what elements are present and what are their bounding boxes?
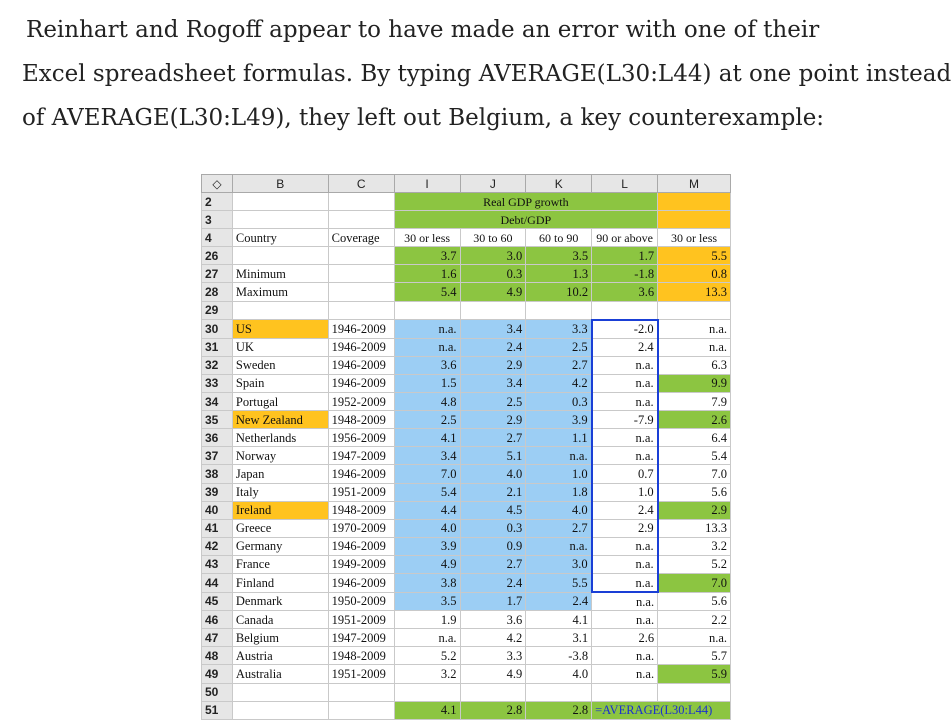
debt-gdp-header[interactable]: Debt/GDP bbox=[394, 211, 657, 229]
coverage-cell[interactable]: 1946-2009 bbox=[328, 374, 394, 392]
maximum-cell[interactable]: 5.4 bbox=[394, 283, 460, 301]
sheet-row-31 bbox=[202, 338, 731, 356]
sheet-row-30 bbox=[202, 320, 731, 339]
minimum-label[interactable]: Minimum bbox=[232, 265, 328, 283]
row-number[interactable]: 3 bbox=[202, 211, 233, 229]
growth-cell-k[interactable]: n.a. bbox=[526, 537, 592, 555]
cell[interactable] bbox=[658, 683, 731, 701]
cell[interactable] bbox=[394, 301, 460, 320]
row-number[interactable]: 49 bbox=[202, 665, 233, 683]
coverage-cell[interactable]: 1946-2009 bbox=[328, 320, 394, 339]
coverage-cell[interactable]: 1946-2009 bbox=[328, 537, 394, 555]
sheet-row-46 bbox=[202, 611, 731, 629]
growth-cell-j[interactable]: 4.0 bbox=[460, 465, 526, 483]
growth-cell-j[interactable]: 4.5 bbox=[460, 501, 526, 519]
growth-cell-j[interactable]: 3.6 bbox=[460, 611, 526, 629]
real-gdp-growth-header[interactable]: Real GDP growth bbox=[394, 193, 657, 211]
growth-cell-i[interactable]: 1.9 bbox=[394, 611, 460, 629]
average-cell[interactable]: 3.5 bbox=[526, 247, 592, 265]
sheet-row-35 bbox=[202, 411, 731, 429]
growth-cell-j[interactable]: 2.7 bbox=[460, 429, 526, 447]
country-name-cell[interactable]: Italy bbox=[232, 483, 328, 501]
minimum-cell[interactable]: 1.6 bbox=[394, 265, 460, 283]
sheet-row-3 bbox=[202, 211, 731, 229]
coverage-cell[interactable]: 1952-2009 bbox=[328, 393, 394, 411]
growth-cell-m[interactable]: n.a. bbox=[658, 338, 731, 356]
cell[interactable] bbox=[328, 211, 394, 229]
maximum-cell[interactable]: 3.6 bbox=[592, 283, 658, 301]
coverage-cell[interactable]: 1948-2009 bbox=[328, 647, 394, 665]
growth-cell-k[interactable]: 4.0 bbox=[526, 665, 592, 683]
country-name-cell[interactable]: France bbox=[232, 555, 328, 573]
bucket-header-90-or-above[interactable]: 90 or above bbox=[592, 229, 658, 247]
column-header-c[interactable]: C bbox=[328, 175, 394, 193]
growth-cell-j[interactable]: 2.4 bbox=[460, 573, 526, 592]
growth-cell-j[interactable]: 0.3 bbox=[460, 519, 526, 537]
row-number[interactable]: 34 bbox=[202, 393, 233, 411]
article-line-1: Reinhart and Rogoff appear to have made an error with one of their bbox=[26, 17, 820, 43]
growth-cell-i[interactable]: 3.6 bbox=[394, 356, 460, 374]
cell[interactable] bbox=[232, 211, 328, 229]
growth-cell-k[interactable]: 3.0 bbox=[526, 555, 592, 573]
coverage-cell[interactable]: 1946-2009 bbox=[328, 465, 394, 483]
growth-cell-i[interactable]: 2.5 bbox=[394, 411, 460, 429]
growth-cell-k[interactable]: 4.2 bbox=[526, 374, 592, 392]
sheet-row-51 bbox=[202, 701, 731, 719]
growth-cell-k[interactable]: 4.1 bbox=[526, 611, 592, 629]
maximum-cell[interactable]: 13.3 bbox=[658, 283, 731, 301]
coverage-cell[interactable]: 1946-2009 bbox=[328, 356, 394, 374]
growth-cell-i[interactable]: 7.0 bbox=[394, 465, 460, 483]
row-number[interactable]: 37 bbox=[202, 447, 233, 465]
growth-cell-m[interactable]: 9.9 bbox=[658, 374, 731, 392]
article-line-3: of AVERAGE(L30:L49), they left out Belgium, a key counterexample: bbox=[22, 105, 825, 131]
cell[interactable] bbox=[328, 193, 394, 211]
country-name-cell[interactable]: Spain bbox=[232, 374, 328, 392]
growth-cell-l[interactable]: n.a. bbox=[592, 611, 658, 629]
average-cell[interactable]: 5.5 bbox=[658, 247, 731, 265]
sheet-row-48 bbox=[202, 647, 731, 665]
growth-cell-l[interactable]: 2.6 bbox=[592, 629, 658, 647]
growth-cell-i[interactable]: 4.9 bbox=[394, 555, 460, 573]
sheet-row-50 bbox=[202, 683, 731, 701]
growth-cell-l[interactable]: n.a. bbox=[592, 447, 658, 465]
average-result-i[interactable]: 4.1 bbox=[394, 701, 460, 719]
growth-cell-m[interactable]: 13.3 bbox=[658, 519, 731, 537]
growth-cell-l[interactable]: 2.4 bbox=[592, 501, 658, 519]
growth-cell-j[interactable]: 5.1 bbox=[460, 447, 526, 465]
growth-cell-i[interactable]: n.a. bbox=[394, 629, 460, 647]
growth-cell-l[interactable]: n.a. bbox=[592, 665, 658, 683]
growth-cell-i[interactable]: 3.5 bbox=[394, 592, 460, 611]
growth-cell-m[interactable]: n.a. bbox=[658, 320, 731, 339]
coverage-cell[interactable]: 1948-2009 bbox=[328, 411, 394, 429]
sheet-row-26 bbox=[202, 247, 731, 265]
maximum-cell[interactable]: 10.2 bbox=[526, 283, 592, 301]
growth-cell-k[interactable]: 2.4 bbox=[526, 592, 592, 611]
spreadsheet-grid bbox=[201, 174, 731, 720]
growth-cell-j[interactable]: 0.9 bbox=[460, 537, 526, 555]
growth-cell-k[interactable]: 1.0 bbox=[526, 465, 592, 483]
country-name-cell[interactable]: Sweden bbox=[232, 356, 328, 374]
coverage-cell[interactable]: 1951-2009 bbox=[328, 483, 394, 501]
country-name-cell[interactable]: Austria bbox=[232, 647, 328, 665]
cell[interactable] bbox=[658, 301, 731, 320]
row-number[interactable]: 4 bbox=[202, 229, 233, 247]
country-name-cell[interactable]: Norway bbox=[232, 447, 328, 465]
cell[interactable] bbox=[526, 683, 592, 701]
spreadsheet-screenshot bbox=[201, 174, 731, 718]
sheet-row-27 bbox=[202, 265, 731, 283]
cell[interactable] bbox=[658, 211, 731, 229]
growth-cell-k[interactable]: 3.1 bbox=[526, 629, 592, 647]
column-header-m[interactable]: M bbox=[658, 175, 731, 193]
minimum-cell[interactable]: -1.8 bbox=[592, 265, 658, 283]
article-line-2: Excel spreadsheet formulas. By typing AVERAGE(L30:L44) at one point instead bbox=[22, 61, 951, 87]
row-number[interactable]: 51 bbox=[202, 701, 233, 719]
growth-cell-m[interactable]: 3.2 bbox=[658, 537, 731, 555]
sheet-row-4 bbox=[202, 229, 731, 247]
sheet-row-36 bbox=[202, 429, 731, 447]
row-number[interactable]: 32 bbox=[202, 356, 233, 374]
growth-cell-l[interactable]: n.a. bbox=[592, 573, 658, 592]
row-number[interactable]: 40 bbox=[202, 501, 233, 519]
growth-cell-j[interactable]: 3.3 bbox=[460, 647, 526, 665]
country-name-cell[interactable]: Canada bbox=[232, 611, 328, 629]
country-name-cell[interactable]: Ireland bbox=[232, 501, 328, 519]
coverage-cell[interactable]: 1948-2009 bbox=[328, 501, 394, 519]
growth-cell-l[interactable]: n.a. bbox=[592, 429, 658, 447]
growth-cell-l[interactable]: n.a. bbox=[592, 647, 658, 665]
country-name-cell[interactable]: Finland bbox=[232, 573, 328, 592]
average-cell[interactable]: 1.7 bbox=[592, 247, 658, 265]
sheet-row-28 bbox=[202, 283, 731, 301]
growth-cell-l[interactable]: 2.4 bbox=[592, 338, 658, 356]
row-number[interactable]: 39 bbox=[202, 483, 233, 501]
row-number[interactable]: 31 bbox=[202, 338, 233, 356]
row-number[interactable]: 44 bbox=[202, 573, 233, 592]
country-name-cell[interactable]: Portugal bbox=[232, 393, 328, 411]
column-header-i[interactable]: I bbox=[394, 175, 460, 193]
coverage-cell[interactable]: 1951-2009 bbox=[328, 611, 394, 629]
cell[interactable] bbox=[592, 301, 658, 320]
growth-cell-j[interactable]: 3.4 bbox=[460, 320, 526, 339]
growth-cell-i[interactable]: 3.8 bbox=[394, 573, 460, 592]
country-name-cell[interactable]: Germany bbox=[232, 537, 328, 555]
growth-cell-i[interactable]: n.a. bbox=[394, 338, 460, 356]
minimum-cell[interactable]: 1.3 bbox=[526, 265, 592, 283]
coverage-cell[interactable]: 1946-2009 bbox=[328, 338, 394, 356]
cell[interactable] bbox=[232, 301, 328, 320]
row-number[interactable]: 26 bbox=[202, 247, 233, 265]
cell[interactable] bbox=[328, 265, 394, 283]
growth-cell-l[interactable]: n.a. bbox=[592, 592, 658, 611]
growth-cell-k[interactable]: 4.0 bbox=[526, 501, 592, 519]
growth-cell-l[interactable]: n.a. bbox=[592, 356, 658, 374]
cell[interactable] bbox=[526, 301, 592, 320]
cell[interactable] bbox=[328, 283, 394, 301]
cell[interactable] bbox=[658, 193, 731, 211]
maximum-label[interactable]: Maximum bbox=[232, 283, 328, 301]
row-number[interactable]: 45 bbox=[202, 592, 233, 611]
country-name-cell[interactable]: New Zealand bbox=[232, 411, 328, 429]
growth-cell-k[interactable]: -3.8 bbox=[526, 647, 592, 665]
country-name-cell[interactable]: Denmark bbox=[232, 592, 328, 611]
sheet-row-44 bbox=[202, 573, 731, 592]
sheet-row-40 bbox=[202, 501, 731, 519]
growth-cell-j[interactable]: 2.7 bbox=[460, 555, 526, 573]
cell[interactable] bbox=[394, 683, 460, 701]
coverage-cell[interactable]: 1947-2009 bbox=[328, 447, 394, 465]
article-paragraph bbox=[22, 8, 951, 140]
cell[interactable] bbox=[328, 701, 394, 719]
growth-cell-m[interactable]: 5.9 bbox=[658, 665, 731, 683]
sheet-row-37 bbox=[202, 447, 731, 465]
growth-cell-i[interactable]: 3.9 bbox=[394, 537, 460, 555]
growth-cell-i[interactable]: 4.8 bbox=[394, 393, 460, 411]
growth-cell-i[interactable]: 4.4 bbox=[394, 501, 460, 519]
growth-cell-m[interactable]: 5.4 bbox=[658, 447, 731, 465]
row-number[interactable]: 48 bbox=[202, 647, 233, 665]
sheet-row-43 bbox=[202, 555, 731, 573]
sheet-row-39 bbox=[202, 483, 731, 501]
sheet-row-47 bbox=[202, 629, 731, 647]
sheet-row-32 bbox=[202, 356, 731, 374]
bucket-header-60-to-90[interactable]: 60 to 90 bbox=[526, 229, 592, 247]
average-cell[interactable]: 3.0 bbox=[460, 247, 526, 265]
bucket-header-30-or-less[interactable]: 30 or less bbox=[394, 229, 460, 247]
select-all-corner[interactable]: ◇ bbox=[202, 175, 233, 193]
growth-cell-j[interactable]: 4.9 bbox=[460, 665, 526, 683]
growth-cell-k[interactable]: 3.9 bbox=[526, 411, 592, 429]
sheet-row-29 bbox=[202, 301, 731, 320]
growth-cell-k[interactable]: 2.5 bbox=[526, 338, 592, 356]
growth-cell-m[interactable]: 5.6 bbox=[658, 483, 731, 501]
growth-cell-k[interactable]: 0.3 bbox=[526, 393, 592, 411]
country-name-cell[interactable]: Japan bbox=[232, 465, 328, 483]
growth-cell-j[interactable]: 3.4 bbox=[460, 374, 526, 392]
growth-cell-l[interactable]: n.a. bbox=[592, 555, 658, 573]
column-header-j[interactable]: J bbox=[460, 175, 526, 193]
coverage-cell[interactable]: 1946-2009 bbox=[328, 573, 394, 592]
average-result-k[interactable]: 2.8 bbox=[526, 701, 592, 719]
coverage-cell[interactable]: 1970-2009 bbox=[328, 519, 394, 537]
column-header-k[interactable]: K bbox=[526, 175, 592, 193]
growth-cell-j[interactable]: 2.9 bbox=[460, 356, 526, 374]
row-number[interactable]: 47 bbox=[202, 629, 233, 647]
bucket-header-30-to-60[interactable]: 30 to 60 bbox=[460, 229, 526, 247]
minimum-cell[interactable]: 0.3 bbox=[460, 265, 526, 283]
row-number[interactable]: 50 bbox=[202, 683, 233, 701]
growth-cell-l[interactable]: 0.7 bbox=[592, 465, 658, 483]
cell[interactable] bbox=[592, 683, 658, 701]
growth-cell-k[interactable]: 1.1 bbox=[526, 429, 592, 447]
coverage-cell[interactable]: 1947-2009 bbox=[328, 629, 394, 647]
row-number[interactable]: 33 bbox=[202, 374, 233, 392]
growth-cell-i[interactable]: n.a. bbox=[394, 320, 460, 339]
cell[interactable] bbox=[232, 683, 328, 701]
growth-cell-m[interactable]: 7.9 bbox=[658, 393, 731, 411]
row-number[interactable]: 28 bbox=[202, 283, 233, 301]
row-number[interactable]: 27 bbox=[202, 265, 233, 283]
growth-cell-i[interactable]: 3.2 bbox=[394, 665, 460, 683]
growth-cell-m[interactable]: 6.3 bbox=[658, 356, 731, 374]
row-number[interactable]: 36 bbox=[202, 429, 233, 447]
growth-cell-m[interactable]: 7.0 bbox=[658, 573, 731, 592]
sheet-row-2 bbox=[202, 193, 731, 211]
row-number[interactable]: 38 bbox=[202, 465, 233, 483]
column-header-l[interactable]: L bbox=[592, 175, 658, 193]
coverage-cell[interactable]: 1956-2009 bbox=[328, 429, 394, 447]
growth-cell-m[interactable]: 7.0 bbox=[658, 465, 731, 483]
row-number[interactable]: 29 bbox=[202, 301, 233, 320]
growth-cell-k[interactable]: n.a. bbox=[526, 447, 592, 465]
formula-cell-l51[interactable]: =AVERAGE(L30:L44) bbox=[592, 701, 731, 719]
country-name-cell[interactable]: UK bbox=[232, 338, 328, 356]
average-cell[interactable]: 3.7 bbox=[394, 247, 460, 265]
cell[interactable] bbox=[232, 193, 328, 211]
coverage-cell[interactable]: 1950-2009 bbox=[328, 592, 394, 611]
growth-cell-i[interactable]: 1.5 bbox=[394, 374, 460, 392]
growth-cell-m[interactable]: 5.7 bbox=[658, 647, 731, 665]
cell[interactable] bbox=[328, 301, 394, 320]
growth-cell-l[interactable]: n.a. bbox=[592, 393, 658, 411]
growth-cell-m[interactable]: 5.2 bbox=[658, 555, 731, 573]
coverage-cell[interactable]: 1949-2009 bbox=[328, 555, 394, 573]
cell[interactable] bbox=[328, 247, 394, 265]
sheet-row-45 bbox=[202, 592, 731, 611]
country-name-cell[interactable]: Belgium bbox=[232, 629, 328, 647]
growth-cell-i[interactable]: 5.4 bbox=[394, 483, 460, 501]
row-number[interactable]: 43 bbox=[202, 555, 233, 573]
growth-cell-j[interactable]: 2.4 bbox=[460, 338, 526, 356]
country-header[interactable]: Country bbox=[232, 229, 328, 247]
cell[interactable] bbox=[232, 701, 328, 719]
growth-cell-j[interactable]: 1.7 bbox=[460, 592, 526, 611]
cell[interactable] bbox=[328, 683, 394, 701]
growth-cell-l[interactable]: 2.9 bbox=[592, 519, 658, 537]
growth-cell-i[interactable]: 5.2 bbox=[394, 647, 460, 665]
growth-cell-j[interactable]: 2.5 bbox=[460, 393, 526, 411]
growth-cell-l[interactable]: -2.0 bbox=[592, 320, 658, 339]
cell[interactable] bbox=[232, 247, 328, 265]
row-number[interactable]: 42 bbox=[202, 537, 233, 555]
growth-cell-m[interactable]: n.a. bbox=[658, 629, 731, 647]
growth-cell-j[interactable]: 2.1 bbox=[460, 483, 526, 501]
growth-cell-k[interactable]: 1.8 bbox=[526, 483, 592, 501]
growth-cell-k[interactable]: 3.3 bbox=[526, 320, 592, 339]
coverage-cell[interactable]: 1951-2009 bbox=[328, 665, 394, 683]
sheet-row-34 bbox=[202, 393, 731, 411]
column-header-row bbox=[202, 175, 731, 193]
growth-cell-l[interactable]: 1.0 bbox=[592, 483, 658, 501]
growth-cell-k[interactable]: 2.7 bbox=[526, 356, 592, 374]
growth-cell-l[interactable]: n.a. bbox=[592, 537, 658, 555]
bucket-header-m-30-or-less[interactable]: 30 or less bbox=[658, 229, 731, 247]
sheet-row-49 bbox=[202, 665, 731, 683]
growth-cell-j[interactable]: 4.2 bbox=[460, 629, 526, 647]
average-result-j[interactable]: 2.8 bbox=[460, 701, 526, 719]
growth-cell-m[interactable]: 2.9 bbox=[658, 501, 731, 519]
cell[interactable] bbox=[460, 683, 526, 701]
growth-cell-k[interactable]: 2.7 bbox=[526, 519, 592, 537]
growth-cell-k[interactable]: 5.5 bbox=[526, 573, 592, 592]
sheet-row-41 bbox=[202, 519, 731, 537]
growth-cell-j[interactable]: 2.9 bbox=[460, 411, 526, 429]
coverage-header[interactable]: Coverage bbox=[328, 229, 394, 247]
country-name-cell[interactable]: Australia bbox=[232, 665, 328, 683]
country-name-cell[interactable]: Netherlands bbox=[232, 429, 328, 447]
sheet-row-42 bbox=[202, 537, 731, 555]
growth-cell-l[interactable]: -7.9 bbox=[592, 411, 658, 429]
row-number[interactable]: 46 bbox=[202, 611, 233, 629]
row-number[interactable]: 30 bbox=[202, 320, 233, 339]
minimum-cell[interactable]: 0.8 bbox=[658, 265, 731, 283]
growth-cell-m[interactable]: 2.6 bbox=[658, 411, 731, 429]
growth-cell-m[interactable]: 2.2 bbox=[658, 611, 731, 629]
growth-cell-i[interactable]: 4.1 bbox=[394, 429, 460, 447]
growth-cell-l[interactable]: n.a. bbox=[592, 374, 658, 392]
growth-cell-m[interactable]: 5.6 bbox=[658, 592, 731, 611]
row-number[interactable]: 2 bbox=[202, 193, 233, 211]
sheet-row-38 bbox=[202, 465, 731, 483]
cell[interactable] bbox=[460, 301, 526, 320]
growth-cell-i[interactable]: 4.0 bbox=[394, 519, 460, 537]
sheet-row-33 bbox=[202, 374, 731, 392]
growth-cell-m[interactable]: 6.4 bbox=[658, 429, 731, 447]
maximum-cell[interactable]: 4.9 bbox=[460, 283, 526, 301]
row-number[interactable]: 35 bbox=[202, 411, 233, 429]
country-name-cell[interactable]: US bbox=[232, 320, 328, 339]
column-header-b[interactable]: B bbox=[232, 175, 328, 193]
growth-cell-i[interactable]: 3.4 bbox=[394, 447, 460, 465]
row-number[interactable]: 41 bbox=[202, 519, 233, 537]
country-name-cell[interactable]: Greece bbox=[232, 519, 328, 537]
